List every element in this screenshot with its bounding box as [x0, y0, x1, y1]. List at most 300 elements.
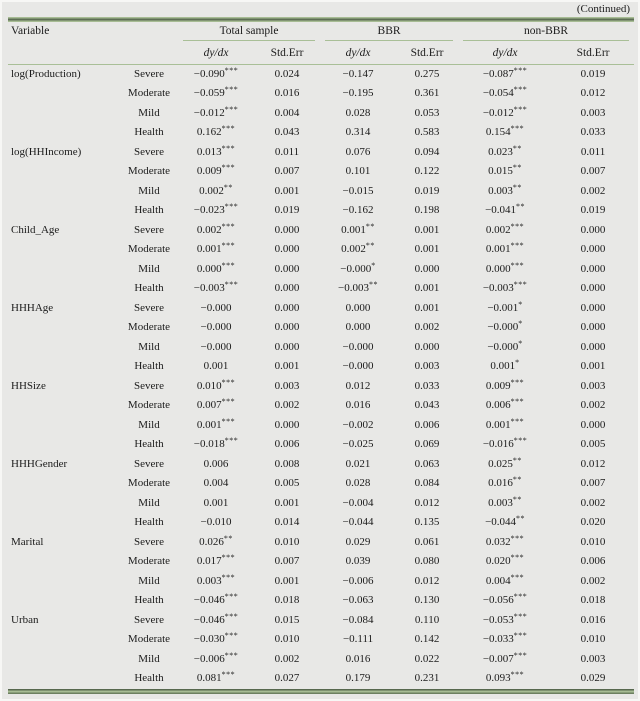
table-row [8, 591, 634, 611]
variable-cell [8, 260, 120, 280]
column-header-dydx-bbr: dy/dx [320, 43, 396, 64]
level-cell: Health [134, 360, 164, 372]
value-number: −0.007 [482, 652, 514, 665]
value-cell: −0.195 [342, 87, 374, 99]
value-cell: −0.002 [342, 418, 374, 431]
level-cell: Health [134, 282, 164, 294]
value-cell [178, 279, 254, 299]
level-cell: Severe [134, 223, 164, 236]
value-cell: −0.063 [342, 594, 374, 606]
value-cell: −0.147 [342, 67, 374, 80]
value-cell [458, 64, 552, 84]
level-cell: Mild [138, 340, 160, 353]
value-cell [458, 260, 552, 280]
value-cell: 0.000 [580, 223, 606, 236]
value-number: 0.010 [196, 379, 222, 392]
value-cell: 0.005 [274, 477, 300, 489]
level-cell: Health [134, 438, 164, 450]
level-cell: Moderate [127, 477, 171, 489]
value-number: −0.046 [193, 594, 225, 606]
value-cell: −0.000 [200, 340, 232, 353]
table-row [8, 318, 634, 338]
value-cell [458, 572, 552, 592]
table-row [8, 396, 634, 416]
significance-stars: *** [221, 397, 236, 406]
value-cell [458, 201, 552, 221]
level-cell: Mild [138, 262, 160, 275]
marginal-effects-table [8, 22, 634, 689]
table-row [8, 552, 634, 572]
significance-stars: *** [221, 163, 236, 172]
significance-stars: *** [510, 221, 525, 231]
table-row [8, 338, 634, 358]
value-cell [458, 455, 552, 475]
value-cell [178, 552, 254, 572]
table-row [8, 357, 634, 377]
value-number: 0.007 [196, 399, 222, 411]
value-cell: 0.011 [580, 145, 606, 158]
value-cell [178, 396, 254, 416]
value-cell: −0.004 [342, 496, 374, 509]
value-cell: 0.000 [274, 418, 300, 431]
value-cell: 0.001 [203, 360, 229, 372]
value-cell: 0.001 [274, 360, 300, 372]
value-cell: −0.015 [342, 184, 374, 197]
variable-cell [8, 318, 120, 338]
variable-cell: Marital [11, 535, 44, 548]
value-number: 0.002 [485, 223, 511, 236]
value-cell: 0.142 [414, 633, 440, 645]
value-number: 0.003 [196, 574, 222, 587]
value-cell: 0.000 [274, 282, 300, 294]
variable-cell [8, 630, 120, 650]
level-cell: Moderate [127, 555, 171, 567]
value-cell [458, 591, 552, 611]
value-number: −0.030 [193, 633, 225, 645]
value-number: 0.009 [485, 379, 511, 392]
value-cell: 0.001 [580, 360, 606, 372]
value-cell: 0.005 [580, 438, 606, 450]
value-cell: 0.001 [414, 301, 440, 314]
value-cell: 0.012 [345, 379, 371, 392]
significance-stars: *** [221, 260, 236, 270]
significance-stars: *** [221, 241, 236, 250]
significance-stars: * [518, 319, 523, 328]
value-number: −0.053 [482, 613, 514, 626]
value-cell: 0.000 [274, 301, 300, 314]
value-cell: 0.027 [274, 672, 300, 684]
value-number: −0.012 [193, 106, 225, 119]
value-number: −0.000 [340, 262, 372, 275]
value-cell: 0.000 [580, 340, 606, 353]
column-header-dydx-total: dy/dx [178, 43, 254, 64]
value-cell: −0.000 [342, 340, 374, 353]
value-number: −0.006 [193, 652, 225, 665]
value-number: 0.001 [485, 418, 511, 431]
value-cell: 0.002 [274, 399, 300, 411]
value-cell [178, 533, 254, 553]
value-cell [178, 260, 254, 280]
significance-stars: *** [513, 104, 528, 114]
level-cell: Severe [134, 613, 164, 626]
level-cell: Mild [138, 574, 160, 587]
level-cell: Mild [138, 106, 160, 119]
value-cell: 0.003 [580, 379, 606, 392]
table-row [8, 494, 634, 514]
value-number: −0.003 [482, 282, 514, 294]
value-cell: 0.135 [414, 516, 440, 528]
value-cell: 0.016 [274, 87, 300, 99]
value-number: 0.006 [485, 399, 511, 411]
value-cell: 0.101 [345, 165, 371, 177]
level-cell: Severe [134, 535, 164, 548]
value-cell: 0.001 [414, 282, 440, 294]
value-cell: 0.010 [580, 535, 606, 548]
value-cell [458, 494, 552, 514]
value-number: 0.020 [485, 555, 511, 567]
value-cell: −0.010 [200, 516, 232, 528]
significance-stars: ** [512, 163, 522, 172]
value-cell [178, 64, 254, 84]
level-cell: Health [134, 516, 164, 528]
value-number: 0.004 [485, 574, 511, 587]
level-cell: Mild [138, 418, 160, 431]
significance-stars: *** [221, 416, 236, 426]
significance-stars: *** [510, 670, 525, 679]
value-number: 0.016 [488, 477, 513, 489]
value-number: 0.003 [488, 184, 513, 197]
value-cell: 0.000 [345, 301, 371, 314]
level-cell: Moderate [127, 87, 171, 99]
column-header-dydx-non-bbr: dy/dx [458, 43, 552, 64]
value-cell: 0.002 [580, 574, 606, 587]
value-cell: −0.000 [342, 360, 374, 372]
value-cell: −0.006 [342, 574, 374, 587]
value-cell: 0.043 [414, 399, 440, 411]
value-cell: 0.018 [274, 594, 300, 606]
value-cell [458, 318, 552, 338]
value-cell: 0.010 [580, 633, 606, 645]
table-row [8, 260, 634, 280]
value-cell: 0.001 [274, 496, 300, 509]
table-body [8, 64, 634, 689]
value-number: −0.056 [482, 594, 514, 606]
value-number: 0.001 [196, 418, 222, 431]
value-cell: 0.000 [274, 340, 300, 353]
value-cell: 0.002 [580, 496, 606, 509]
value-cell [458, 162, 552, 182]
value-number: −0.001 [487, 301, 519, 314]
value-cell: 0.000 [414, 340, 440, 353]
value-cell: 0.053 [414, 106, 440, 119]
value-cell [458, 221, 552, 241]
value-cell: 0.198 [414, 204, 440, 216]
group-label-bbr: BBR [325, 25, 453, 41]
value-cell: 0.016 [580, 613, 606, 626]
variable-cell [8, 84, 120, 104]
table-row [8, 162, 634, 182]
value-cell: −0.162 [342, 204, 374, 216]
value-cell: 0.000 [274, 321, 300, 333]
value-number: 0.000 [196, 262, 222, 275]
value-cell: 0.029 [580, 672, 606, 684]
value-cell [178, 143, 254, 163]
value-cell [178, 591, 254, 611]
value-cell [178, 669, 254, 689]
value-cell [178, 240, 254, 260]
significance-stars: ** [512, 475, 522, 484]
value-number: 0.002 [341, 243, 366, 255]
significance-stars: *** [513, 592, 528, 601]
value-cell: 0.063 [414, 457, 440, 470]
significance-stars: *** [510, 416, 525, 426]
value-cell [178, 201, 254, 221]
variable-cell [8, 552, 120, 572]
value-cell: 0.122 [414, 165, 440, 177]
value-cell: 0.003 [580, 652, 606, 665]
variable-cell [8, 201, 120, 221]
level-cell: Mild [138, 496, 160, 509]
value-cell [458, 357, 552, 377]
level-cell: Moderate [127, 399, 171, 411]
value-cell: 0.110 [414, 613, 440, 626]
level-cell: Moderate [127, 633, 171, 645]
value-cell: 0.007 [580, 165, 606, 177]
value-cell: 0.012 [580, 457, 606, 470]
value-cell: 0.314 [345, 126, 371, 138]
value-cell: 0.001 [414, 223, 440, 236]
variable-cell [8, 123, 120, 143]
value-cell [458, 650, 552, 670]
significance-stars: *** [513, 65, 528, 75]
table-row [8, 84, 634, 104]
value-cell: 0.004 [274, 106, 300, 119]
table-row [8, 474, 634, 494]
value-cell [458, 533, 552, 553]
table-row [8, 533, 634, 553]
value-cell: 0.033 [414, 379, 440, 392]
value-cell: 0.014 [274, 516, 300, 528]
significance-stars: *** [221, 124, 236, 133]
value-cell: 0.016 [345, 399, 371, 411]
table-row [8, 513, 634, 533]
variable-cell: HHHGender [11, 457, 68, 470]
value-cell: 0.019 [580, 204, 606, 216]
value-cell: 0.000 [580, 301, 606, 314]
level-cell: Health [134, 204, 164, 216]
value-cell: 0.001 [274, 184, 300, 197]
value-cell: 0.000 [580, 418, 606, 431]
value-number: −0.000 [487, 321, 519, 333]
value-cell: 0.000 [580, 321, 606, 333]
value-cell [178, 162, 254, 182]
variable-cell [8, 474, 120, 494]
value-number: 0.015 [488, 165, 513, 177]
value-number: −0.046 [193, 613, 225, 626]
significance-stars: *** [513, 280, 528, 289]
value-number: −0.012 [482, 106, 514, 119]
significance-stars: * [371, 260, 376, 270]
value-number: −0.087 [482, 67, 514, 80]
value-number: 0.009 [196, 165, 222, 177]
variable-cell [8, 396, 120, 416]
value-cell: 0.007 [274, 165, 300, 177]
variable-cell [8, 279, 120, 299]
value-number: 0.001 [485, 243, 511, 255]
value-cell [458, 611, 552, 631]
value-cell: 0.076 [345, 145, 371, 158]
variable-cell [8, 435, 120, 455]
significance-stars: *** [224, 104, 239, 114]
value-cell [178, 104, 254, 124]
value-number: −0.041 [485, 204, 517, 216]
significance-stars: ** [516, 514, 526, 523]
value-cell: 0.018 [580, 594, 606, 606]
table-row [8, 221, 634, 241]
significance-stars: * [518, 338, 523, 348]
value-cell: 0.275 [414, 67, 440, 80]
level-cell: Mild [138, 184, 160, 197]
significance-stars: *** [224, 631, 239, 640]
value-cell: −0.084 [342, 613, 374, 626]
value-number: 0.002 [196, 223, 222, 236]
value-number: 0.013 [196, 145, 222, 158]
continued-label: (Continued) [576, 3, 630, 15]
value-cell: 0.012 [580, 87, 606, 99]
level-cell: Mild [138, 652, 160, 665]
value-cell: 0.016 [345, 652, 371, 665]
value-cell: 0.000 [580, 262, 606, 275]
group-label-total-sample: Total sample [183, 25, 315, 41]
variable-cell: log(Production) [11, 67, 81, 80]
value-cell: 0.007 [274, 555, 300, 567]
significance-stars: ** [512, 455, 522, 465]
variable-cell: Urban [11, 613, 39, 626]
value-cell [458, 630, 552, 650]
table-row [8, 64, 634, 84]
variable-cell [8, 572, 120, 592]
value-number: −0.059 [193, 87, 225, 99]
value-cell: −0.025 [342, 438, 374, 450]
value-cell: 0.007 [580, 477, 606, 489]
value-cell [178, 84, 254, 104]
group-header-non-bbr [458, 22, 634, 43]
table-row [8, 104, 634, 124]
significance-stars: * [518, 299, 523, 309]
value-cell: 0.002 [580, 399, 606, 411]
value-cell: 0.000 [274, 243, 300, 255]
value-cell [320, 260, 396, 280]
variable-cell [8, 104, 120, 124]
value-cell: 0.024 [274, 67, 300, 80]
value-number: −0.016 [482, 438, 514, 450]
table-row [8, 435, 634, 455]
significance-stars: *** [510, 533, 525, 543]
value-cell: 0.020 [580, 516, 606, 528]
value-number: 0.081 [196, 672, 222, 684]
table-row [8, 299, 634, 319]
significance-stars: ** [365, 241, 375, 250]
value-number: 0.017 [196, 555, 222, 567]
value-cell: 0.061 [414, 535, 440, 548]
value-cell [178, 221, 254, 241]
significance-stars: *** [221, 221, 236, 231]
table-row [8, 630, 634, 650]
value-cell: 0.002 [414, 321, 440, 333]
value-cell: 0.084 [414, 477, 440, 489]
value-cell: 0.003 [274, 379, 300, 392]
value-cell: 0.000 [274, 262, 300, 275]
group-header-total-sample [178, 22, 320, 43]
value-cell: 0.361 [414, 87, 440, 99]
value-cell: 0.029 [345, 535, 371, 548]
value-number: 0.003 [488, 496, 513, 509]
level-cell: Severe [134, 67, 164, 80]
value-cell: 0.011 [274, 145, 300, 158]
value-cell [458, 143, 552, 163]
value-cell: 0.012 [414, 574, 440, 587]
variable-cell [8, 591, 120, 611]
value-cell: 0.028 [345, 477, 371, 489]
value-cell: 0.010 [274, 535, 300, 548]
value-number: 0.000 [485, 262, 511, 275]
value-cell: −0.000 [200, 321, 232, 333]
value-number: 0.023 [488, 145, 513, 158]
significance-stars: *** [513, 611, 528, 621]
level-cell: Moderate [127, 165, 171, 177]
value-cell: 0.028 [345, 106, 371, 119]
value-cell [458, 279, 552, 299]
value-number: 0.032 [485, 535, 511, 548]
significance-stars: *** [224, 202, 239, 211]
table-row [8, 572, 634, 592]
value-cell: 0.130 [414, 594, 440, 606]
value-number: 0.001 [196, 243, 222, 255]
value-cell: 0.006 [580, 555, 606, 567]
value-number: −0.054 [482, 87, 514, 99]
value-cell [458, 435, 552, 455]
value-cell: 0.000 [345, 321, 371, 333]
value-cell: 0.179 [345, 672, 371, 684]
value-cell [458, 338, 552, 358]
value-cell: 0.000 [274, 223, 300, 236]
significance-stars: ** [512, 143, 522, 153]
value-cell: 0.015 [274, 613, 300, 626]
significance-stars: *** [510, 572, 525, 582]
significance-stars: *** [513, 631, 528, 640]
level-cell: Severe [134, 457, 164, 470]
significance-stars: ** [512, 182, 522, 192]
value-cell [458, 299, 552, 319]
table-header [8, 22, 634, 64]
significance-stars: *** [224, 611, 239, 621]
table-row [8, 279, 634, 299]
variable-cell [8, 416, 120, 436]
value-cell: 0.000 [414, 262, 440, 275]
value-number: −0.090 [193, 67, 225, 80]
variable-cell [8, 669, 120, 689]
value-cell: 0.583 [414, 126, 440, 138]
value-cell [178, 182, 254, 202]
level-cell: Severe [134, 145, 164, 158]
value-number: 0.093 [485, 672, 511, 684]
significance-stars: *** [510, 241, 525, 250]
value-cell [178, 650, 254, 670]
value-cell: 0.231 [414, 672, 440, 684]
significance-stars: ** [516, 202, 526, 211]
significance-stars: *** [224, 65, 239, 75]
value-cell [178, 123, 254, 143]
